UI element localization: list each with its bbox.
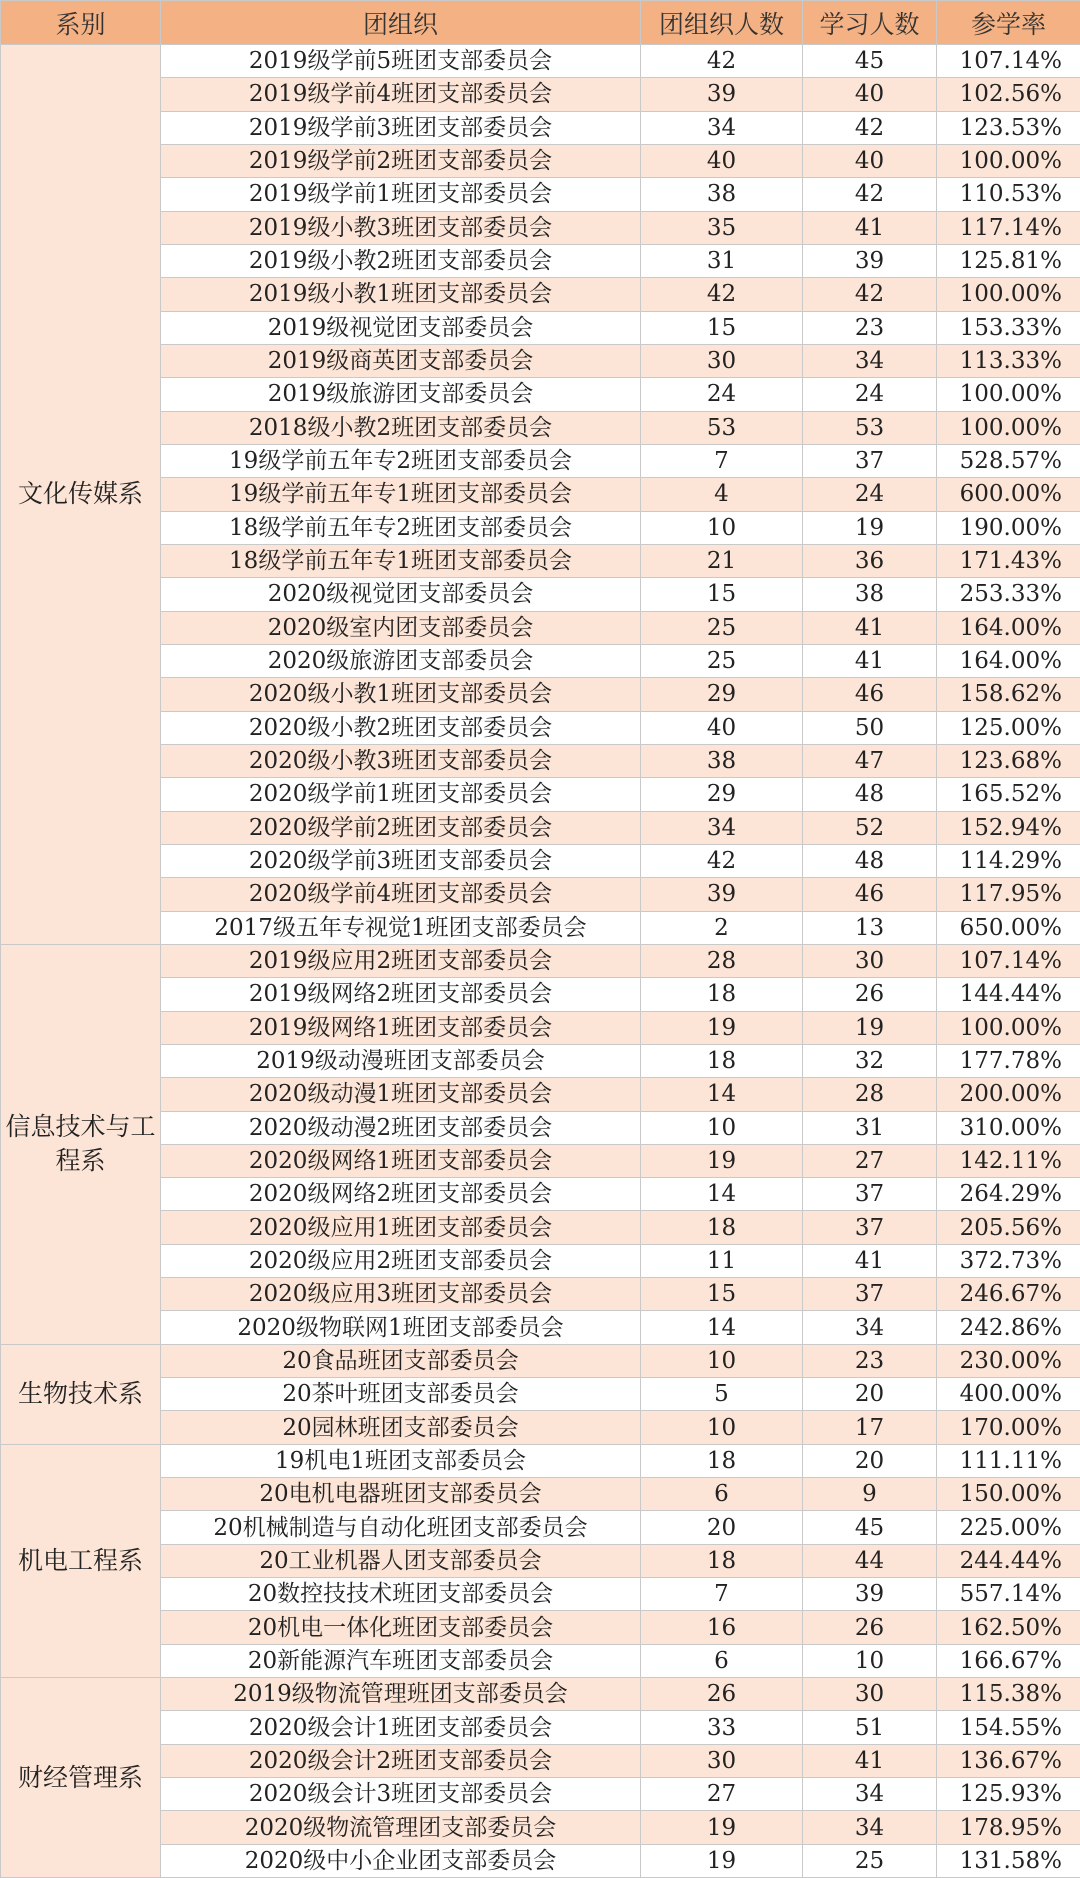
organization-cell: 2020级物联网1班团支部委员会 (161, 1311, 641, 1344)
study-count-cell: 34 (803, 1778, 937, 1811)
table-row (1, 1678, 1080, 1711)
organization-cell: 20机械制造与自动化班团支部委员会 (161, 1511, 641, 1544)
participation-rate-cell: 528.57% (937, 444, 1080, 477)
member-count-cell: 29 (641, 678, 803, 711)
study-count-cell: 41 (803, 1244, 937, 1277)
member-count-cell: 10 (641, 1111, 803, 1144)
participation-rate-cell: 115.38% (937, 1678, 1080, 1711)
table-row (1, 944, 1080, 977)
study-count-cell: 26 (803, 978, 937, 1011)
table-row (1, 844, 1080, 877)
header-department: 系别 (1, 1, 161, 45)
member-count-cell: 38 (641, 744, 803, 777)
study-count-cell: 37 (803, 444, 937, 477)
department-cell: 机电工程系 (1, 1444, 161, 1677)
member-count-cell: 34 (641, 111, 803, 144)
member-count-cell: 30 (641, 1744, 803, 1777)
participation-rate-cell: 117.95% (937, 878, 1080, 911)
study-count-cell: 45 (803, 1511, 937, 1544)
member-count-cell: 18 (641, 978, 803, 1011)
member-count-cell: 19 (641, 1144, 803, 1177)
member-count-cell: 40 (641, 144, 803, 177)
participation-rate-cell: 242.86% (937, 1311, 1080, 1344)
table-row (1, 978, 1080, 1011)
organization-cell: 2019级学前4班团支部委员会 (161, 78, 641, 111)
table-row (1, 244, 1080, 277)
table-row (1, 878, 1080, 911)
member-count-cell: 19 (641, 1844, 803, 1877)
participation-rate-cell: 650.00% (937, 911, 1080, 944)
table-row (1, 344, 1080, 377)
participation-rate-cell: 131.58% (937, 1844, 1080, 1877)
organization-cell: 2017级五年专视觉1班团支部委员会 (161, 911, 641, 944)
member-count-cell: 15 (641, 311, 803, 344)
table-row (1, 1811, 1080, 1844)
organization-cell: 2019级学前3班团支部委员会 (161, 111, 641, 144)
participation-rate-cell: 113.33% (937, 344, 1080, 377)
organization-cell: 2019级学前5班团支部委员会 (161, 45, 641, 78)
table-row (1, 1111, 1080, 1144)
organization-cell: 18级学前五年专2班团支部委员会 (161, 511, 641, 544)
table-row (1, 311, 1080, 344)
study-count-cell: 41 (803, 644, 937, 677)
participation-rate-cell: 600.00% (937, 478, 1080, 511)
member-count-cell: 25 (641, 611, 803, 644)
study-count-cell: 42 (803, 278, 937, 311)
study-count-cell: 39 (803, 1578, 937, 1611)
study-count-cell: 42 (803, 178, 937, 211)
member-count-cell: 7 (641, 444, 803, 477)
participation-rate-cell: 110.53% (937, 178, 1080, 211)
participation-rate-cell: 144.44% (937, 978, 1080, 1011)
organization-cell: 20电机电器班团支部委员会 (161, 1478, 641, 1511)
study-count-cell: 19 (803, 511, 937, 544)
organization-cell: 2019级小教1班团支部委员会 (161, 278, 641, 311)
participation-rate-cell: 205.56% (937, 1211, 1080, 1244)
member-count-cell: 10 (641, 1411, 803, 1444)
member-count-cell: 30 (641, 344, 803, 377)
table-row (1, 1244, 1080, 1277)
study-count-cell: 19 (803, 1011, 937, 1044)
table-row (1, 1711, 1080, 1744)
participation-rate-cell: 310.00% (937, 1111, 1080, 1144)
table-row (1, 578, 1080, 611)
participation-rate-cell: 100.00% (937, 411, 1080, 444)
member-count-cell: 15 (641, 578, 803, 611)
study-count-cell: 31 (803, 1111, 937, 1144)
table-row (1, 45, 1080, 78)
organization-cell: 20食品班团支部委员会 (161, 1344, 641, 1377)
participation-rate-cell: 125.93% (937, 1778, 1080, 1811)
participation-rate-cell: 123.68% (937, 744, 1080, 777)
member-count-cell: 6 (641, 1644, 803, 1677)
study-count-cell: 27 (803, 1144, 937, 1177)
study-count-cell: 17 (803, 1411, 937, 1444)
department-cell: 财经管理系 (1, 1678, 161, 1878)
organization-cell: 20机电一体化班团支部委员会 (161, 1611, 641, 1644)
organization-cell: 2020级学前2班团支部委员会 (161, 811, 641, 844)
table-row (1, 444, 1080, 477)
table-row (1, 1178, 1080, 1211)
member-count-cell: 24 (641, 378, 803, 411)
member-count-cell: 6 (641, 1478, 803, 1511)
member-count-cell: 42 (641, 45, 803, 78)
organization-cell: 18级学前五年专1班团支部委员会 (161, 544, 641, 577)
study-count-cell: 46 (803, 678, 937, 711)
participation-rate-cell: 153.33% (937, 311, 1080, 344)
study-count-cell: 37 (803, 1211, 937, 1244)
table-row (1, 911, 1080, 944)
participation-rate-cell: 171.43% (937, 544, 1080, 577)
study-count-cell: 34 (803, 1811, 937, 1844)
organization-cell: 20工业机器人团支部委员会 (161, 1544, 641, 1577)
organization-cell: 2020级会计3班团支部委员会 (161, 1778, 641, 1811)
organization-cell: 2020级网络2班团支部委员会 (161, 1178, 641, 1211)
participation-rate-cell: 244.44% (937, 1544, 1080, 1577)
participation-rate-cell: 164.00% (937, 644, 1080, 677)
organization-cell: 2020级应用3班团支部委员会 (161, 1278, 641, 1311)
member-count-cell: 10 (641, 1344, 803, 1377)
table-row (1, 478, 1080, 511)
organization-cell: 2018级小教2班团支部委员会 (161, 411, 641, 444)
participation-rate-cell: 100.00% (937, 144, 1080, 177)
participation-rate-cell: 154.55% (937, 1711, 1080, 1744)
table-row (1, 1278, 1080, 1311)
study-count-cell: 41 (803, 611, 937, 644)
study-count-cell: 25 (803, 1844, 937, 1877)
department-cell: 生物技术系 (1, 1344, 161, 1444)
participation-rate-cell: 190.00% (937, 511, 1080, 544)
table-row (1, 711, 1080, 744)
participation-rate-cell: 107.14% (937, 45, 1080, 78)
table-row (1, 1211, 1080, 1244)
member-count-cell: 42 (641, 278, 803, 311)
member-count-cell: 18 (641, 1544, 803, 1577)
organization-cell: 19级学前五年专1班团支部委员会 (161, 478, 641, 511)
participation-rate-cell: 178.95% (937, 1811, 1080, 1844)
table-row (1, 678, 1080, 711)
table-row (1, 1311, 1080, 1344)
organization-cell: 20新能源汽车班团支部委员会 (161, 1644, 641, 1677)
organization-cell: 2019级应用2班团支部委员会 (161, 944, 641, 977)
study-count-cell: 42 (803, 111, 937, 144)
table-row (1, 111, 1080, 144)
table-row (1, 544, 1080, 577)
header-organization: 团组织 (161, 1, 641, 45)
participation-rate-cell: 557.14% (937, 1578, 1080, 1611)
member-count-cell: 14 (641, 1311, 803, 1344)
organization-cell: 2020级室内团支部委员会 (161, 611, 641, 644)
study-count-cell: 46 (803, 878, 937, 911)
study-count-cell: 9 (803, 1478, 937, 1511)
header-member-count: 团组织人数 (641, 1, 803, 45)
study-count-cell: 28 (803, 1078, 937, 1111)
table-row (1, 1444, 1080, 1477)
organization-cell: 2020级应用1班团支部委员会 (161, 1211, 641, 1244)
organization-cell: 2019级网络2班团支部委员会 (161, 978, 641, 1011)
member-count-cell: 29 (641, 778, 803, 811)
organization-cell: 2020级会计2班团支部委员会 (161, 1744, 641, 1777)
study-count-cell: 37 (803, 1178, 937, 1211)
organization-cell: 2019级学前2班团支部委员会 (161, 144, 641, 177)
table-row (1, 1611, 1080, 1644)
member-count-cell: 11 (641, 1244, 803, 1277)
study-count-cell: 30 (803, 944, 937, 977)
table-row (1, 1044, 1080, 1077)
participation-rate-cell: 102.56% (937, 78, 1080, 111)
study-count-cell: 26 (803, 1611, 937, 1644)
member-count-cell: 20 (641, 1511, 803, 1544)
table-row (1, 778, 1080, 811)
organization-cell: 2020级小教2班团支部委员会 (161, 711, 641, 744)
participation-rate-cell: 100.00% (937, 1011, 1080, 1044)
study-count-cell: 20 (803, 1378, 937, 1411)
participation-rate-cell: 100.00% (937, 378, 1080, 411)
study-count-cell: 23 (803, 311, 937, 344)
participation-rate-cell: 264.29% (937, 1178, 1080, 1211)
table-row (1, 1378, 1080, 1411)
participation-rate-cell: 123.53% (937, 111, 1080, 144)
table-row (1, 1011, 1080, 1044)
member-count-cell: 18 (641, 1444, 803, 1477)
study-count-cell: 45 (803, 45, 937, 78)
table-row (1, 644, 1080, 677)
organization-cell: 2019级旅游团支部委员会 (161, 378, 641, 411)
organization-cell: 2020级应用2班团支部委员会 (161, 1244, 641, 1277)
organization-cell: 2019级小教3班团支部委员会 (161, 211, 641, 244)
department-cell: 信息技术与工程系 (1, 944, 161, 1344)
table-row (1, 811, 1080, 844)
member-count-cell: 27 (641, 1778, 803, 1811)
participation-rate-cell: 162.50% (937, 1611, 1080, 1644)
participation-rate-cell: 100.00% (937, 278, 1080, 311)
participation-rate-cell: 117.14% (937, 211, 1080, 244)
study-count-cell: 13 (803, 911, 937, 944)
participation-rate-cell: 166.67% (937, 1644, 1080, 1677)
table-row (1, 1744, 1080, 1777)
study-count-cell: 24 (803, 378, 937, 411)
organization-cell: 2019级动漫班团支部委员会 (161, 1044, 641, 1077)
table-row (1, 1478, 1080, 1511)
table-row (1, 1344, 1080, 1377)
study-count-cell: 34 (803, 344, 937, 377)
study-count-cell: 39 (803, 244, 937, 277)
participation-rate-cell: 142.11% (937, 1144, 1080, 1177)
organization-cell: 19机电1班团支部委员会 (161, 1444, 641, 1477)
organization-cell: 20数控技技术班团支部委员会 (161, 1578, 641, 1611)
study-count-cell: 34 (803, 1311, 937, 1344)
organization-cell: 2019级物流管理班团支部委员会 (161, 1678, 641, 1711)
participation-rate-cell: 177.78% (937, 1044, 1080, 1077)
table-row (1, 1644, 1080, 1677)
table-row (1, 1844, 1080, 1877)
study-count-cell: 48 (803, 844, 937, 877)
participation-rate-cell: 107.14% (937, 944, 1080, 977)
member-count-cell: 2 (641, 911, 803, 944)
member-count-cell: 21 (641, 544, 803, 577)
member-count-cell: 39 (641, 878, 803, 911)
table-body (1, 45, 1080, 1878)
participation-rate-cell: 136.67% (937, 1744, 1080, 1777)
participation-rate-cell: 125.00% (937, 711, 1080, 744)
organization-cell: 2020级学前4班团支部委员会 (161, 878, 641, 911)
organization-cell: 2020级小教3班团支部委员会 (161, 744, 641, 777)
participation-rate-cell: 200.00% (937, 1078, 1080, 1111)
header-participation-rate: 参学率 (937, 1, 1080, 45)
table-row (1, 744, 1080, 777)
participation-rate-cell: 158.62% (937, 678, 1080, 711)
table-row (1, 411, 1080, 444)
participation-rate-cell: 225.00% (937, 1511, 1080, 1544)
organization-cell: 2019级小教2班团支部委员会 (161, 244, 641, 277)
study-count-cell: 52 (803, 811, 937, 844)
organization-cell: 2019级商英团支部委员会 (161, 344, 641, 377)
participation-rate-cell: 125.81% (937, 244, 1080, 277)
participation-rate-cell: 230.00% (937, 1344, 1080, 1377)
member-count-cell: 16 (641, 1611, 803, 1644)
participation-rate-cell: 165.52% (937, 778, 1080, 811)
organization-cell: 2020级旅游团支部委员会 (161, 644, 641, 677)
table-row (1, 1778, 1080, 1811)
participation-rate-cell: 111.11% (937, 1444, 1080, 1477)
study-count-cell: 44 (803, 1544, 937, 1577)
member-count-cell: 18 (641, 1211, 803, 1244)
study-count-cell: 51 (803, 1711, 937, 1744)
participation-rate-cell: 246.67% (937, 1278, 1080, 1311)
member-count-cell: 4 (641, 478, 803, 511)
table-row (1, 1578, 1080, 1611)
participation-rate-cell: 114.29% (937, 844, 1080, 877)
organization-cell: 2020级学前1班团支部委员会 (161, 778, 641, 811)
organization-cell: 20园林班团支部委员会 (161, 1411, 641, 1444)
study-count-cell: 38 (803, 578, 937, 611)
participation-rate-cell: 170.00% (937, 1411, 1080, 1444)
member-count-cell: 7 (641, 1578, 803, 1611)
participation-rate-cell: 253.33% (937, 578, 1080, 611)
table-row (1, 278, 1080, 311)
table-row (1, 211, 1080, 244)
member-count-cell: 34 (641, 811, 803, 844)
table-row (1, 1411, 1080, 1444)
organization-cell: 2020级学前3班团支部委员会 (161, 844, 641, 877)
study-count-cell: 41 (803, 1744, 937, 1777)
table-row (1, 378, 1080, 411)
organization-cell: 2019级视觉团支部委员会 (161, 311, 641, 344)
header-row (1, 1, 1080, 45)
organization-cell: 2019级网络1班团支部委员会 (161, 1011, 641, 1044)
study-count-cell: 40 (803, 78, 937, 111)
member-count-cell: 19 (641, 1811, 803, 1844)
table-row (1, 144, 1080, 177)
study-count-cell: 23 (803, 1344, 937, 1377)
member-count-cell: 26 (641, 1678, 803, 1711)
table-row (1, 78, 1080, 111)
study-count-cell: 32 (803, 1044, 937, 1077)
study-count-cell: 50 (803, 711, 937, 744)
member-count-cell: 10 (641, 511, 803, 544)
study-count-cell: 20 (803, 1444, 937, 1477)
member-count-cell: 5 (641, 1378, 803, 1411)
member-count-cell: 18 (641, 1044, 803, 1077)
study-count-cell: 47 (803, 744, 937, 777)
table-row (1, 1511, 1080, 1544)
study-count-cell: 24 (803, 478, 937, 511)
participation-rate-cell: 150.00% (937, 1478, 1080, 1511)
header-study-count: 学习人数 (803, 1, 937, 45)
participation-rate-cell: 164.00% (937, 611, 1080, 644)
organization-cell: 2020级物流管理团支部委员会 (161, 1811, 641, 1844)
organization-cell: 2020级动漫2班团支部委员会 (161, 1111, 641, 1144)
member-count-cell: 35 (641, 211, 803, 244)
table-row (1, 1544, 1080, 1577)
study-count-cell: 48 (803, 778, 937, 811)
organization-cell: 2019级学前1班团支部委员会 (161, 178, 641, 211)
study-count-cell: 53 (803, 411, 937, 444)
table-row (1, 1144, 1080, 1177)
member-count-cell: 15 (641, 1278, 803, 1311)
study-count-cell: 37 (803, 1278, 937, 1311)
participation-rate-cell: 372.73% (937, 1244, 1080, 1277)
member-count-cell: 19 (641, 1011, 803, 1044)
study-count-cell: 41 (803, 211, 937, 244)
organization-cell: 2020级会计1班团支部委员会 (161, 1711, 641, 1744)
member-count-cell: 53 (641, 411, 803, 444)
study-count-cell: 36 (803, 544, 937, 577)
member-count-cell: 33 (641, 1711, 803, 1744)
organization-cell: 2020级视觉团支部委员会 (161, 578, 641, 611)
table-row (1, 511, 1080, 544)
member-count-cell: 38 (641, 178, 803, 211)
department-cell: 文化传媒系 (1, 45, 161, 945)
organization-cell: 2020级动漫1班团支部委员会 (161, 1078, 641, 1111)
organization-cell: 20茶叶班团支部委员会 (161, 1378, 641, 1411)
study-count-cell: 30 (803, 1678, 937, 1711)
organization-cell: 2020级小教1班团支部委员会 (161, 678, 641, 711)
study-count-cell: 10 (803, 1644, 937, 1677)
member-count-cell: 40 (641, 711, 803, 744)
study-count-cell: 40 (803, 144, 937, 177)
organization-cell: 2020级中小企业团支部委员会 (161, 1844, 641, 1877)
member-count-cell: 31 (641, 244, 803, 277)
table-row (1, 611, 1080, 644)
member-count-cell: 42 (641, 844, 803, 877)
table-row (1, 1078, 1080, 1111)
member-count-cell: 25 (641, 644, 803, 677)
participation-rate-cell: 400.00% (937, 1378, 1080, 1411)
participation-rate-cell: 152.94% (937, 811, 1080, 844)
table-row (1, 178, 1080, 211)
member-count-cell: 28 (641, 944, 803, 977)
member-count-cell: 39 (641, 78, 803, 111)
member-count-cell: 14 (641, 1178, 803, 1211)
member-count-cell: 14 (641, 1078, 803, 1111)
organization-cell: 2020级网络1班团支部委员会 (161, 1144, 641, 1177)
organization-cell: 19级学前五年专2班团支部委员会 (161, 444, 641, 477)
